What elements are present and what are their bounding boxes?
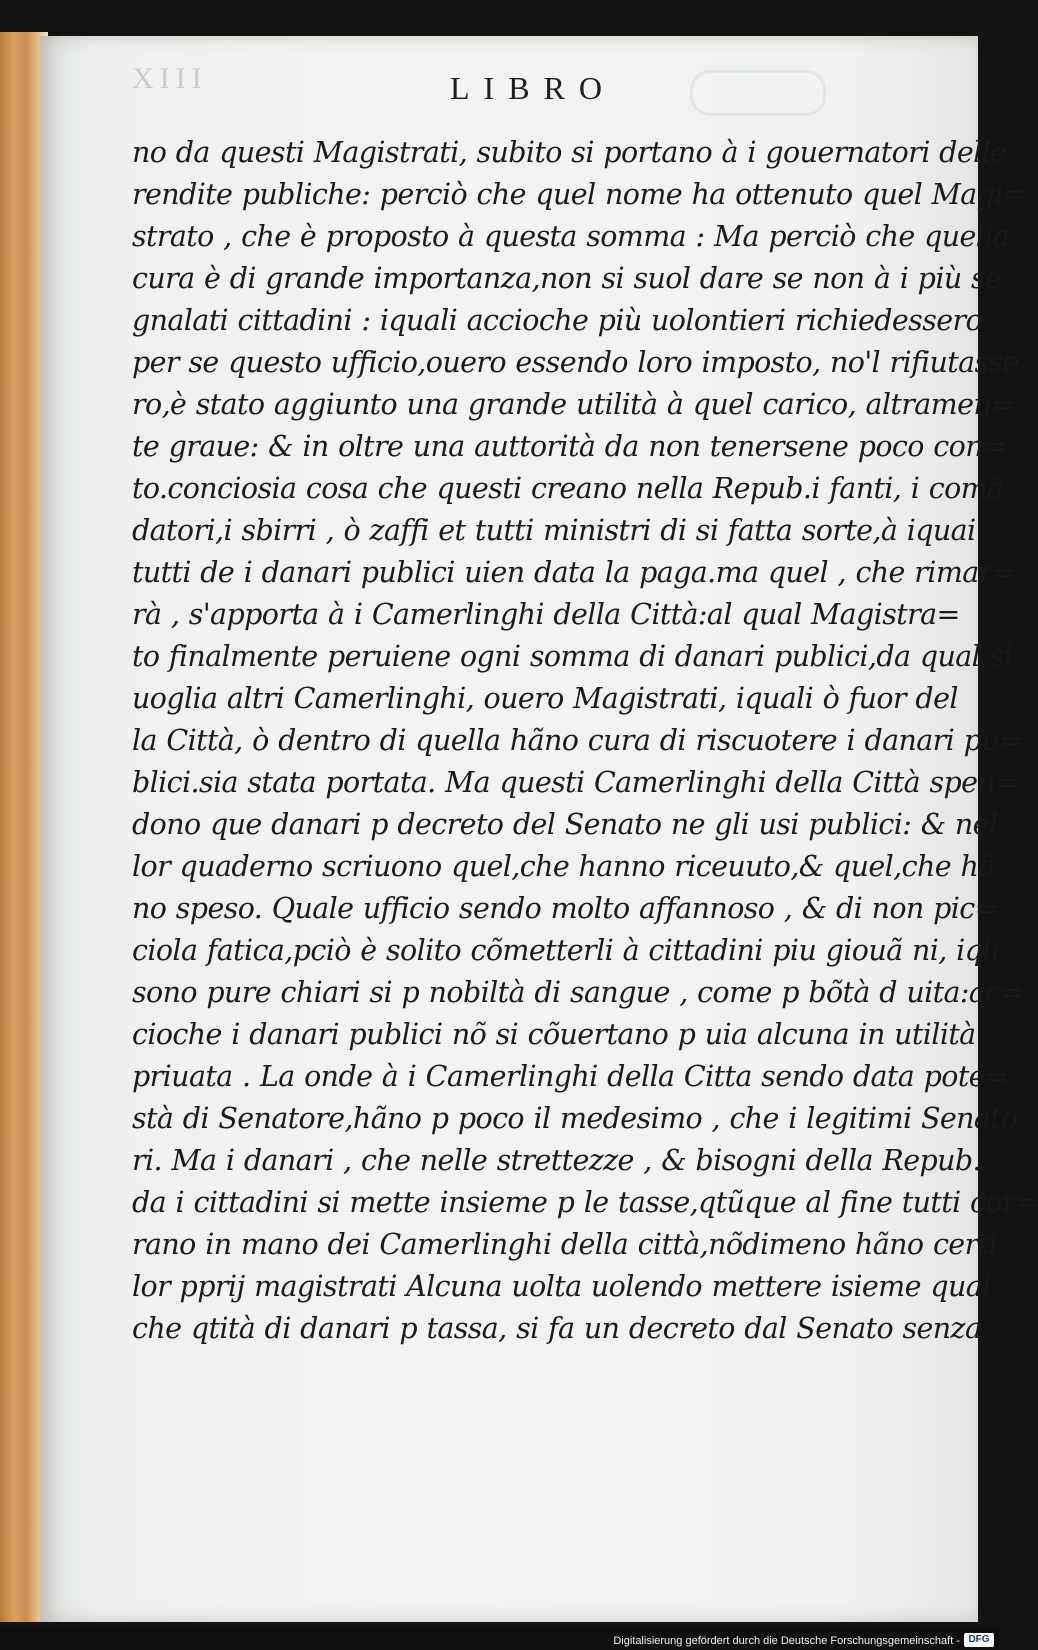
text-line: rendite publiche: perciò che quel nome ha ottenuto quel Magi= bbox=[132, 178, 1027, 211]
text-line: tutti de i danari publici uien data la paga.ma quel , che rimar= bbox=[132, 556, 1015, 589]
text-line: no speso. Quale ufficio sendo molto affannoso , & di non pic= bbox=[132, 892, 998, 925]
text-line: to.conciosia cosa che questi creano nella Repub.i fanti, i comã bbox=[132, 472, 1004, 505]
text-line: blici.sia stata portata. Ma questi Camerlinghi della Città spen= bbox=[132, 766, 1019, 799]
text-line: ri. Ma i danari , che nelle strettezze , & bisogni della Repub. bbox=[132, 1144, 981, 1177]
text-line: ro,è stato aggiunto una grande utilità à quel carico, altramen= bbox=[132, 388, 1015, 421]
text-line: strato , che è proposto à questa somma : Ma perciò che quella bbox=[132, 220, 1010, 253]
text-line: la Città, ò dentro di quella hãno cura di riscuotere i danari pu= bbox=[132, 724, 1023, 757]
text-line: lor pprij magistrati Alcuna uolta uolendo mettere isieme qual bbox=[132, 1270, 991, 1303]
text-line: rà , s'apporta à i Camerlinghi della Città:al qual Magistra= bbox=[132, 598, 960, 631]
text-line: che qtità di danari p tassa, si fa un decreto dal Senato senza bbox=[132, 1312, 982, 1345]
text-line: sono pure chiari si p nobiltà di sangue , come p bõtà d uita:ac= bbox=[132, 976, 1024, 1009]
text-line: te graue: & in oltre una auttorità da non tenersene poco con= bbox=[132, 430, 1007, 463]
text-line: dono que danari p decreto del Senato ne gli usi publici: & nel bbox=[132, 808, 998, 841]
text-line: datori,i sbirri , ò zaffi et tutti ministri di si fatta sorte,à iquai bbox=[132, 514, 976, 547]
text-line: uoglia altri Camerlinghi, ouero Magistrati, iquali ò fuor del bbox=[132, 682, 958, 715]
funding-credit: Digitalisierung gefördert durch die Deutsche Forschungsgemeinschaft - bbox=[613, 1635, 960, 1647]
show-through-page-number: XIII bbox=[132, 62, 208, 95]
text-line: lor quaderno scriuono quel,che hanno riceuuto,& quel,che hã bbox=[132, 850, 995, 883]
show-through-mark bbox=[690, 70, 826, 116]
footer-bar bbox=[0, 1628, 1000, 1650]
text-line: gnalati cittadini : iquali accioche più uolontieri richiedessero bbox=[132, 304, 983, 337]
text-line: rano in mano dei Camerlinghi della città,nõdimeno hãno certi bbox=[132, 1228, 997, 1261]
text-line: cura è di grande importanza,non si suol dare se non à i più se bbox=[132, 262, 1002, 295]
text-line: stà di Senatore,hãno p poco il medesimo , che i legitimi Senato bbox=[132, 1102, 1018, 1135]
text-line: cioche i danari publici nõ si cõuertano p uia alcuna in utilità bbox=[132, 1018, 976, 1051]
page-text bbox=[132, 132, 1038, 1350]
running-head: LIBRO bbox=[450, 70, 616, 106]
text-line: no da questi Magistrati, subito si portano à i gouernatori delle bbox=[132, 136, 1007, 169]
text-line: priuata . La onde à i Camerlinghi della Citta sendo data pote= bbox=[132, 1060, 1009, 1093]
text-line: to finalmente peruiene ogni somma di danari publici,da qual si bbox=[132, 640, 1013, 673]
dfg-logo: DFG bbox=[964, 1633, 994, 1647]
text-line: da i cittadini si mette insieme p le tasse,qtũque al fine tutti cor= bbox=[132, 1186, 1038, 1219]
text-line: ciola fatica,pciò è solito cõmetterli à cittadini piu giouã ni, iqli bbox=[132, 934, 1000, 967]
text-line: per se questo ufficio,ouero essendo loro imposto, no'l rifiutasse bbox=[132, 346, 1019, 379]
